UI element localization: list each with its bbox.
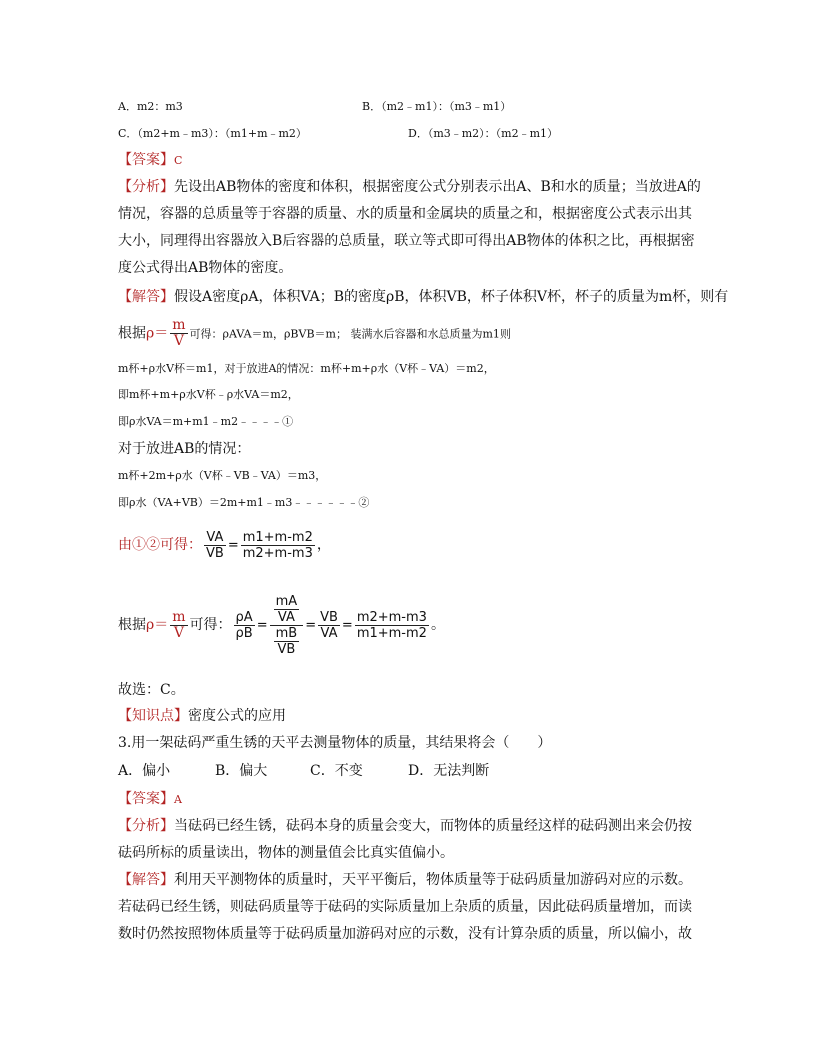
q3-solution-line-2: 若砝码已经生锈，则砝码质量等于砝码的实际质量加上杂质的质量，因此砝码质量增加，而读 [118,899,692,915]
mb-vb-fraction [274,626,300,657]
rho-b: ρB [235,625,253,641]
ratio-va: VA [204,530,226,546]
solution-text: 假设A密度ρA，体积VA；B的密度ρB，体积VB，杯子体积V杯，杯子的质量为m杯，则有 [174,289,729,305]
density-mv-fraction [170,610,187,641]
compound-den [270,626,304,657]
q2-ratio-formula [118,520,331,571]
density-result-fraction [355,610,429,641]
q2-option-a: A．m2：m3 [118,100,183,113]
density-end: 。 [430,617,445,633]
va: VA [277,609,295,625]
vb: VB [277,641,296,657]
formula-prefix: 根据 [118,325,146,342]
mb: mB [275,625,298,641]
knowledge-tag: 【知识点】 [118,708,188,724]
q3-answer-value: A [174,793,182,806]
q3-solution-text: 利用天平测物体的质量时，天平平衡后，物体质量等于砝码质量加游码对应的示数。 [174,872,692,888]
q3-question: 3.用一架砝码严重生锈的天平去测量物体的质量，其结果将会（ ） [118,735,552,751]
answer-value: C [174,154,183,167]
q2-solution-line-1 [118,288,728,306]
q2-option-b: B．（m2﹣m1）：（m3﹣m1） [362,100,512,113]
q2-analysis-line-4: 度公式得出AB物体的密度。 [118,260,293,276]
ma: mA [275,593,298,609]
compound-fraction [270,594,304,657]
q2-conclusion: 故选：C。 [118,682,185,698]
equals-sign: = [227,538,239,553]
q3-solution-line-3: 数时仍然按照物体质量等于砝码质量加游码对应的示数，没有计算杂质的质量，所以偏小，故 [118,926,692,942]
q3-answer-tag: 【答案】 [118,791,174,807]
q3-option-d: D．无法判断 [408,763,490,779]
equals-sign-3: = [341,618,353,633]
ratio-prefix: 由①②可得： [118,537,202,553]
vb-top: VB [320,609,338,625]
q2-step-6: 即ρ水（VA+VB）＝2m+m1﹣m3﹣﹣﹣﹣﹣﹣② [118,496,370,509]
density-m: m [172,608,186,625]
density-num: m2+m-m3 [356,609,427,625]
analysis-text: 先设出AB物体的密度和体积，根据密度公式分别表示出A、B和水的质量；当放进A的 [174,179,701,195]
rho-ratio-fraction [234,610,255,641]
q2-step-2: 即m杯+m+ρ水V杯﹣ρ水VA＝m2， [118,388,299,401]
q3-analysis-tag: 【分析】 [118,818,174,834]
equals-sign-2: = [305,618,317,633]
q2-option-d: D．（m3﹣m2）：（m2﹣m1） [408,127,559,140]
q2-analysis-line-2: 情况，容器的总质量等于容器的质量、水的质量和金属块的质量之和，根据密度公式表示出其 [118,206,692,222]
equals-sign-1: = [256,618,268,633]
density-suffix: 可得： [189,617,232,633]
ratio-left-fraction [204,530,226,561]
q2-density-ratio-formula [118,580,445,671]
q2-knowledge-line [118,707,286,725]
ratio-end: ， [316,537,331,553]
analysis-tag: 【分析】 [118,179,174,195]
density-den: m1+m-m2 [356,625,427,641]
compound-num [270,594,304,626]
rho-eq: ρ＝ [146,325,169,342]
q2-density-formula-line [118,318,511,350]
q2-option-c: C．（m2+m﹣m3）：（m1+m﹣m2） [118,127,307,140]
q3-analysis-line-2: 砝码所标的质量读出，物体的测量值会比真实值偏小。 [118,845,454,861]
ratio-den: m2+m-m3 [242,545,313,561]
q2-step-1: m杯+ρ水V杯＝m1，对于放进A的情况：m杯+m+ρ水（V杯﹣VA）＝m2， [118,362,495,375]
frac-denominator: V [173,333,184,349]
q2-analysis-line-3: 大小，同理得出容器放入B后容器的总质量，联立等式即可得出AB物体的体积之比，再根据密 [118,233,695,249]
q3-analysis-text: 当砝码已经生锈，砝码本身的质量会变大，而物体的质量经这样的砝码测出来会仍按 [174,818,692,834]
ma-va-fraction [274,594,300,625]
q3-solution-tag: 【解答】 [118,872,174,888]
q3-option-a: A．偏小 [118,763,171,779]
density-rho-eq: ρ＝ [146,617,169,633]
q2-analysis-line-1 [118,178,701,196]
q3-option-b: B．偏大 [215,763,268,779]
answer-tag: 【答案】 [118,152,174,168]
density-fraction [170,318,187,349]
q3-answer-line [118,790,182,809]
ratio-vb: VB [206,545,224,561]
q2-step-3: 即ρ水VA＝m+m1﹣m2﹣﹣﹣﹣① [118,415,294,428]
q2-step-5: m杯+2m+ρ水（V杯﹣VB﹣VA）＝m3， [118,469,327,482]
q3-solution-line-1 [118,871,692,889]
q2-step-4: 对于放进AB的情况： [118,441,251,457]
solution-tag: 【解答】 [118,289,174,305]
knowledge-text: 密度公式的应用 [188,708,286,724]
ratio-right-fraction [241,530,315,561]
density-prefix: 根据 [118,617,146,633]
frac-numerator: m [172,317,186,333]
vb-va-fraction [318,610,340,641]
density-v: V [173,624,184,641]
q3-analysis-line-1 [118,817,692,835]
rho-a: ρA [234,610,255,626]
va-bottom: VA [320,625,338,641]
ratio-num: m1+m-m2 [242,529,313,545]
formula-suffix: 可得：ρAVA＝m，ρBVB＝m； 装满水后容器和水总质量为m1则 [189,327,511,341]
q3-option-c: C．不变 [310,763,363,779]
q2-answer-line [118,151,182,170]
